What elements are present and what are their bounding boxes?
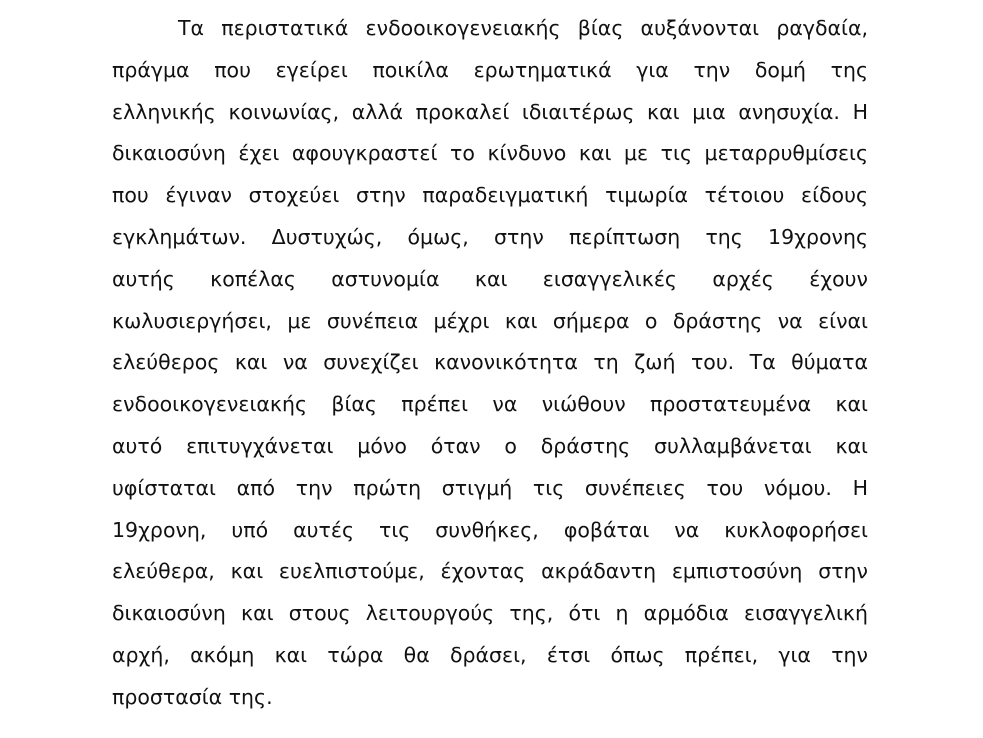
paragraph-line: εγκλημάτων. Δυστυχώς, όμως, στην περίπτωση της 19χρονης [112,224,868,249]
paragraph-line: ελεύθερος και να συνεχίζει κανονικότητα τη ζωή του. Τα θύματα [112,350,868,375]
paragraph-line: δικαιοσύνη έχει αφουγκραστεί το κίνδυνο και με τις μεταρρυθμίσεις [112,141,868,166]
body-paragraph [112,8,868,719]
paragraph-line: προστασία της. [112,684,273,709]
paragraph-line: ελληνικής κοινωνίας, αλλά προκαλεί ιδιαιτέρως και μια ανησυχία. Η [112,99,868,124]
paragraph-line: κωλυσιεργήσει, με συνέπεια μέχρι και σήμερα ο δράστης να είναι [112,308,868,333]
paragraph-line: ενδοοικογενειακής βίας πρέπει να νιώθουν προστατευμένα και [112,392,868,417]
paragraph-line: πράγμα που εγείρει ποικίλα ερωτηματικά για την δομή της [112,57,868,82]
paragraph-line: υφίσταται από την πρώτη στιγμή τις συνέπειες του νόμου. Η [112,475,868,500]
paragraph-line: αυτής κοπέλας αστυνομία και εισαγγελικές αρχές έχουν [112,266,868,291]
paragraph-line: 19χρονη, υπό αυτές τις συνθήκες, φοβάται να κυκλοφορήσει [112,517,868,542]
paragraph-line: αυτό επιτυγχάνεται μόνο όταν ο δράστης συλλαμβάνεται και [112,433,868,458]
paragraph-line: Τα περιστατικά ενδοοικογενειακής βίας αυξάνονται ραγδαία, [178,16,868,40]
paragraph-line: ελεύθερα, και ευελπιστούμε, έχοντας ακράδαντη εμπιστοσύνη στην [112,559,868,584]
paragraph-line: που έγιναν στοχεύει στην παραδειγματική τιμωρία τέτοιου είδους [112,183,868,208]
paragraph-line: δικαιοσύνη και στους λειτουργούς της, ότι η αρμόδια εισαγγελική [112,601,868,626]
paragraph-line: αρχή, ακόμη και τώρα θα δράσει, έτσι όπως πρέπει, για την [112,642,868,667]
